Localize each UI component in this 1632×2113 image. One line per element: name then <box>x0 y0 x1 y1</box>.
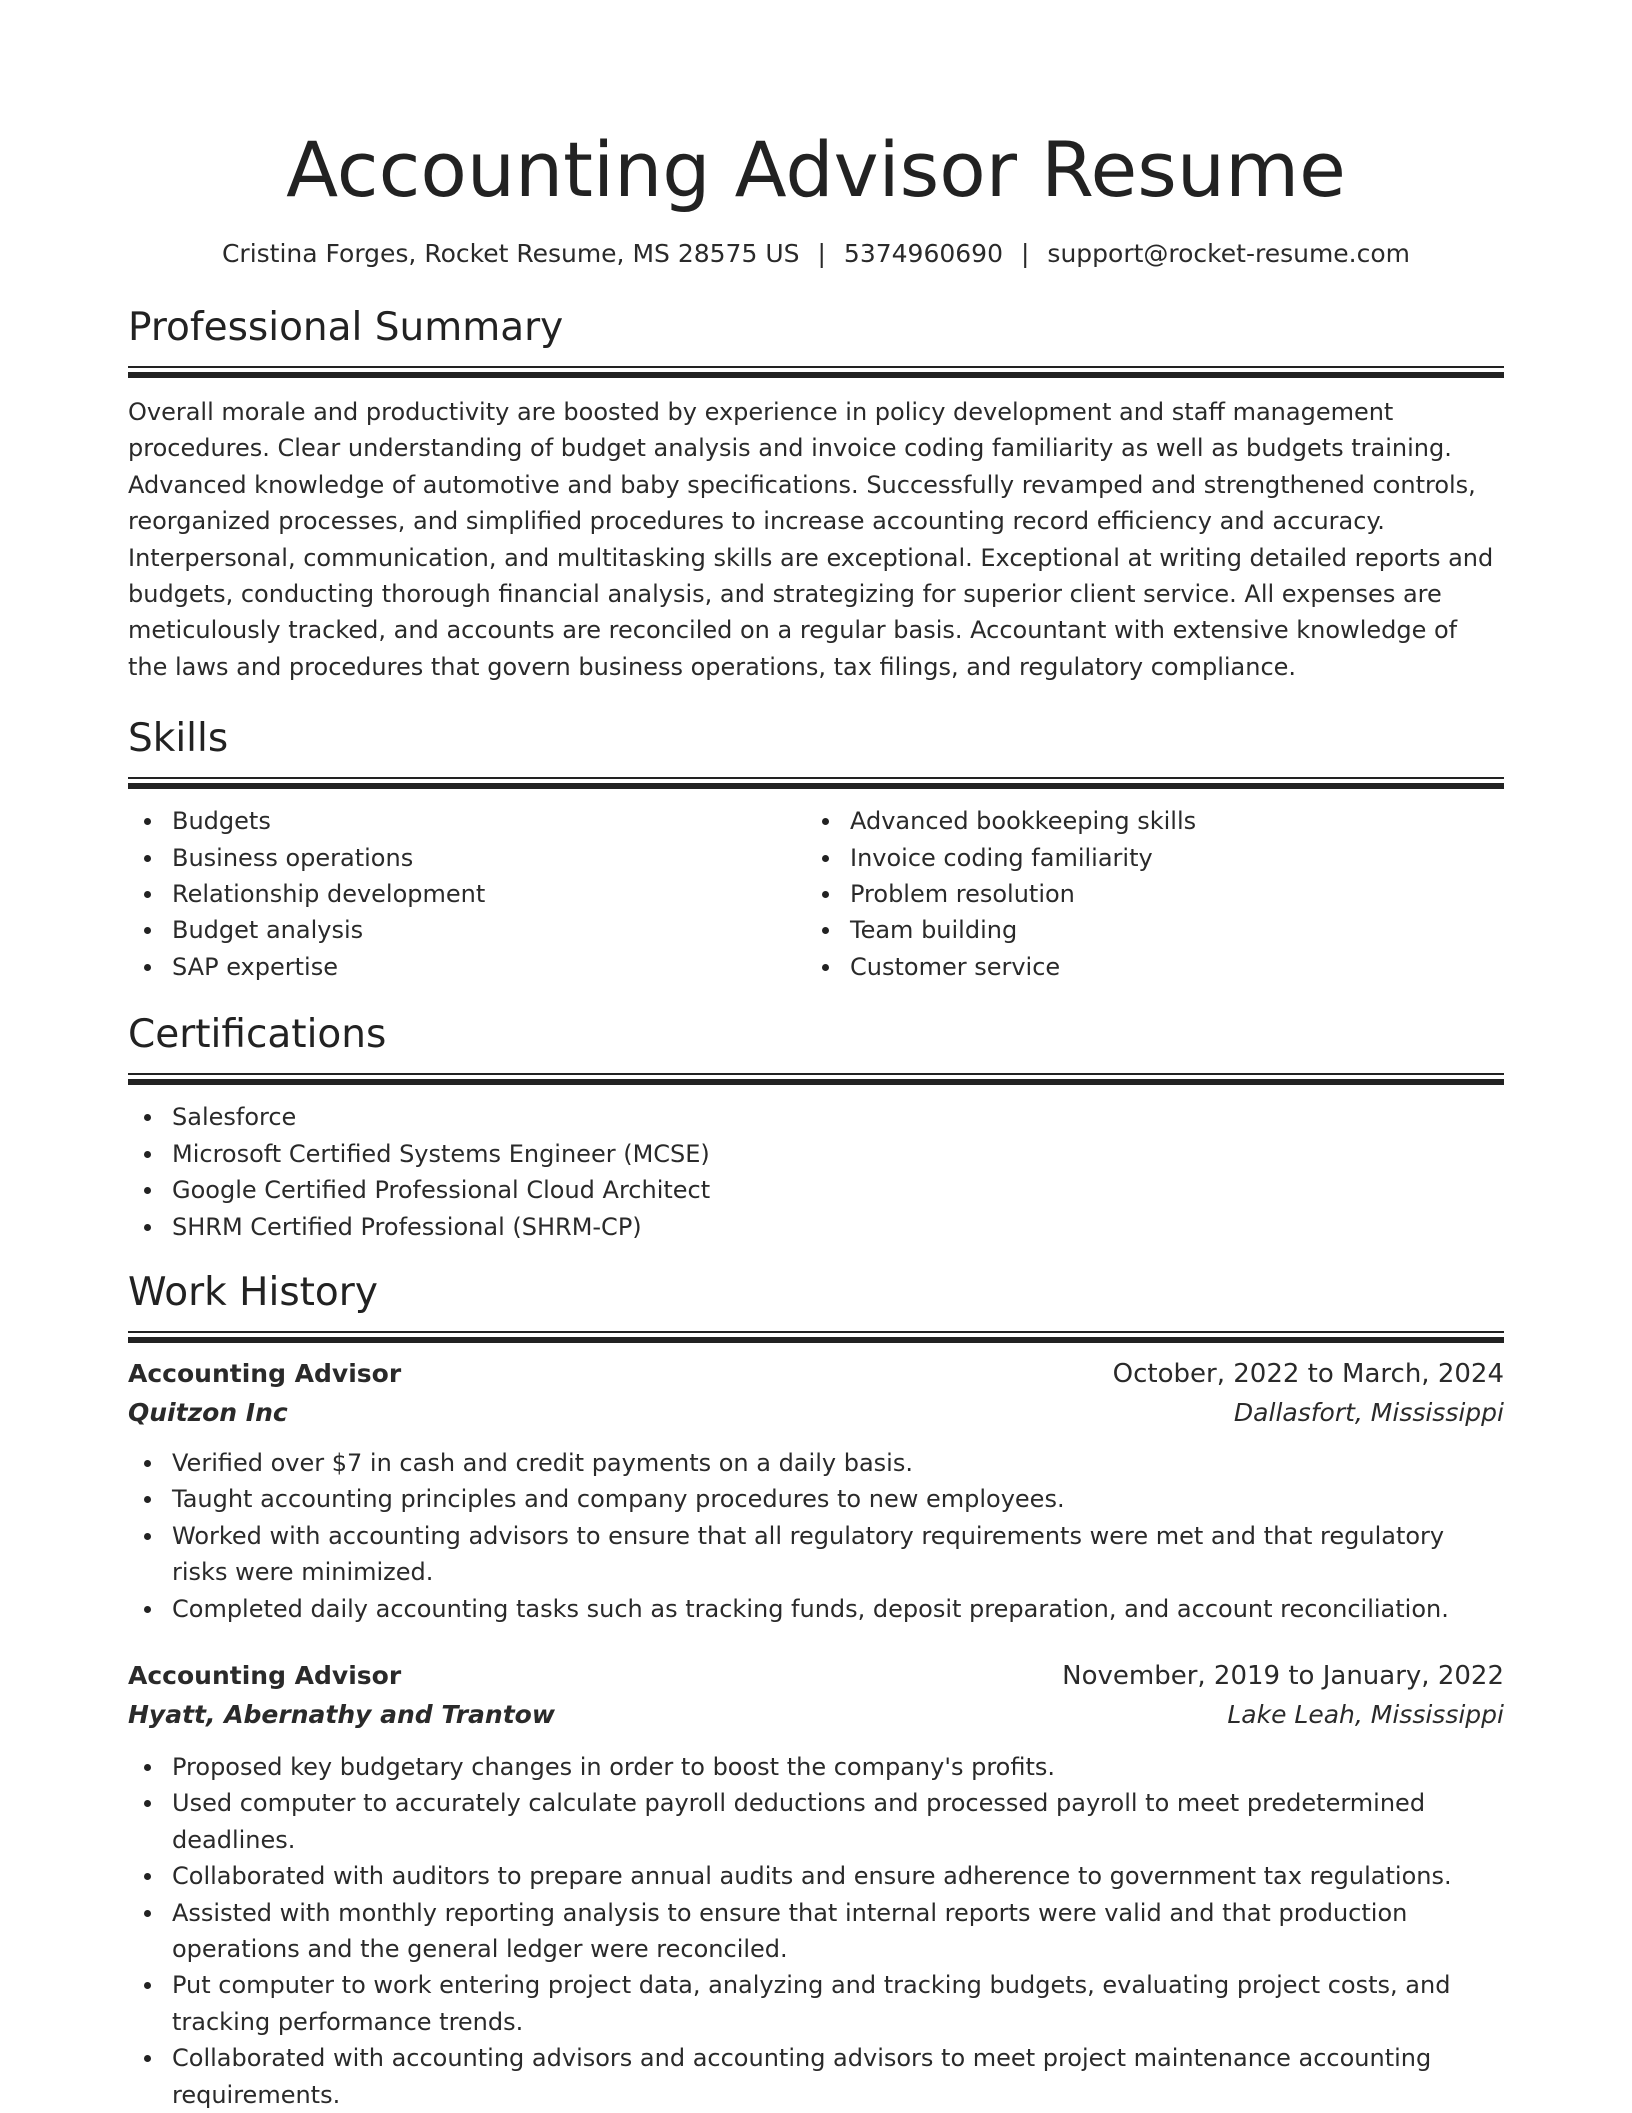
section-heading-certifications: Certifications <box>128 1012 387 1058</box>
skill-item: Advanced bookkeeping skills <box>806 803 1484 839</box>
section-divider <box>128 366 1504 376</box>
job-entry <box>128 1657 1504 2113</box>
section-heading-work-history: Work History <box>128 1269 378 1315</box>
job-company: Hyatt, Abernathy and Trantow <box>128 1699 555 1729</box>
summary-section <box>128 304 1504 685</box>
certification-item: Salesforce <box>128 1099 1504 1135</box>
skill-item: Budget analysis <box>128 912 806 948</box>
job-bullet: Proposed key budgetary changes in order to boost the company's profits. <box>128 1749 1504 1785</box>
contact-separator: | <box>1020 239 1030 268</box>
job-subheader <box>128 1695 1504 1735</box>
skill-item: Problem resolution <box>806 876 1484 912</box>
skills-column-left <box>128 803 806 985</box>
skill-item: Business operations <box>128 840 806 876</box>
resume-page <box>128 0 1504 2113</box>
job-bullet: Assisted with monthly reporting analysis to ensure that internal reports were valid and that production operations and the general ledger were reconciled. <box>128 1895 1504 1968</box>
contact-address: Cristina Forges, Rocket Resume, MS 28575 US <box>221 239 800 268</box>
work-history-section <box>128 1269 1504 2113</box>
job-bullet: Worked with accounting advisors to ensure that all regulatory requirements were met and that regulatory risks were minimized. <box>128 1518 1504 1591</box>
job-location: Dallasfort, Mississippi <box>1233 1397 1504 1427</box>
section-divider <box>128 1073 1504 1083</box>
job-bullet: Completed daily accounting tasks such as tracking funds, deposit preparation, and account reconciliation. <box>128 1591 1504 1627</box>
job-bullet: Used computer to accurately calculate payroll deductions and processed payroll to meet predetermined deadlines. <box>128 1785 1504 1858</box>
certification-item: Microsoft Certified Systems Engineer (MCSE) <box>128 1136 1504 1172</box>
job-bullets <box>128 1749 1504 2113</box>
job-company: Quitzon Inc <box>128 1397 288 1427</box>
skill-item: SAP expertise <box>128 949 806 985</box>
skill-item: Team building <box>806 912 1484 948</box>
certification-item: SHRM Certified Professional (SHRM-CP) <box>128 1209 1504 1245</box>
job-dates: October, 2022 to March, 2024 <box>1112 1358 1504 1389</box>
skills-column-right <box>806 803 1484 985</box>
skill-item: Budgets <box>128 803 806 839</box>
certifications-section <box>128 1011 1504 1245</box>
job-subheader <box>128 1393 1504 1433</box>
skills-section <box>128 715 1504 985</box>
skill-item: Customer service <box>806 949 1484 985</box>
contact-phone: 5374960690 <box>843 239 1003 268</box>
job-entry <box>128 1355 1504 1627</box>
job-dates: November, 2019 to January, 2022 <box>1062 1660 1504 1691</box>
skill-item: Invoice coding familiarity <box>806 840 1484 876</box>
section-divider <box>128 777 1504 787</box>
skill-item: Relationship development <box>128 876 806 912</box>
certifications-list <box>128 1099 1504 1245</box>
job-bullet: Collaborated with accounting advisors and accounting advisors to meet project maintenance accounting requirements. <box>128 2040 1504 2113</box>
skills-grid <box>128 803 1504 985</box>
job-bullets <box>128 1445 1504 1627</box>
job-title: Accounting Advisor <box>128 1660 402 1690</box>
section-heading-skills: Skills <box>128 716 229 762</box>
resume-title: Accounting Advisor Resume <box>286 125 1346 214</box>
job-location: Lake Leah, Mississippi <box>1227 1699 1504 1729</box>
summary-text: Overall morale and productivity are boosted by experience in policy development and staff management procedures. Clear understanding of budget analysis and invoice coding familiarity as well as budgets training. Advanced knowledge of automotive and baby specifications. Successfully revamped and strengthened controls, reorganized processes, and simplified procedures to increase accounting record efficiency and accuracy. Interpersonal, communication, and multitasking skills are exceptional. Exceptional at writing detailed reports and budgets, conducting thorough financial analysis, and strategizing for superior client service. All expenses are meticulously tracked, and accounts are reconciled on a regular basis. Accountant with extensive knowledge of the laws and procedures that govern business operations, tax filings, and regulatory compliance. <box>128 398 1494 681</box>
contact-separator: | <box>817 239 826 268</box>
job-bullet: Verified over $7 in cash and credit payments on a daily basis. <box>128 1445 1504 1481</box>
job-header <box>128 1355 1504 1393</box>
contact-email: support@rocket-resume.com <box>1047 239 1411 268</box>
contact-line <box>128 238 1504 270</box>
job-title: Accounting Advisor <box>128 1358 402 1388</box>
job-header <box>128 1657 1504 1695</box>
certification-item: Google Certified Professional Cloud Architect <box>128 1172 1504 1208</box>
section-divider <box>128 1331 1504 1341</box>
job-bullet: Put computer to work entering project data, analyzing and tracking budgets, evaluating project costs, and tracking performance trends. <box>128 1967 1504 2040</box>
job-bullet: Taught accounting principles and company procedures to new employees. <box>128 1481 1504 1517</box>
job-bullet: Collaborated with auditors to prepare annual audits and ensure adherence to government tax regulations. <box>128 1858 1504 1894</box>
section-heading-summary: Professional Summary <box>128 305 564 350</box>
